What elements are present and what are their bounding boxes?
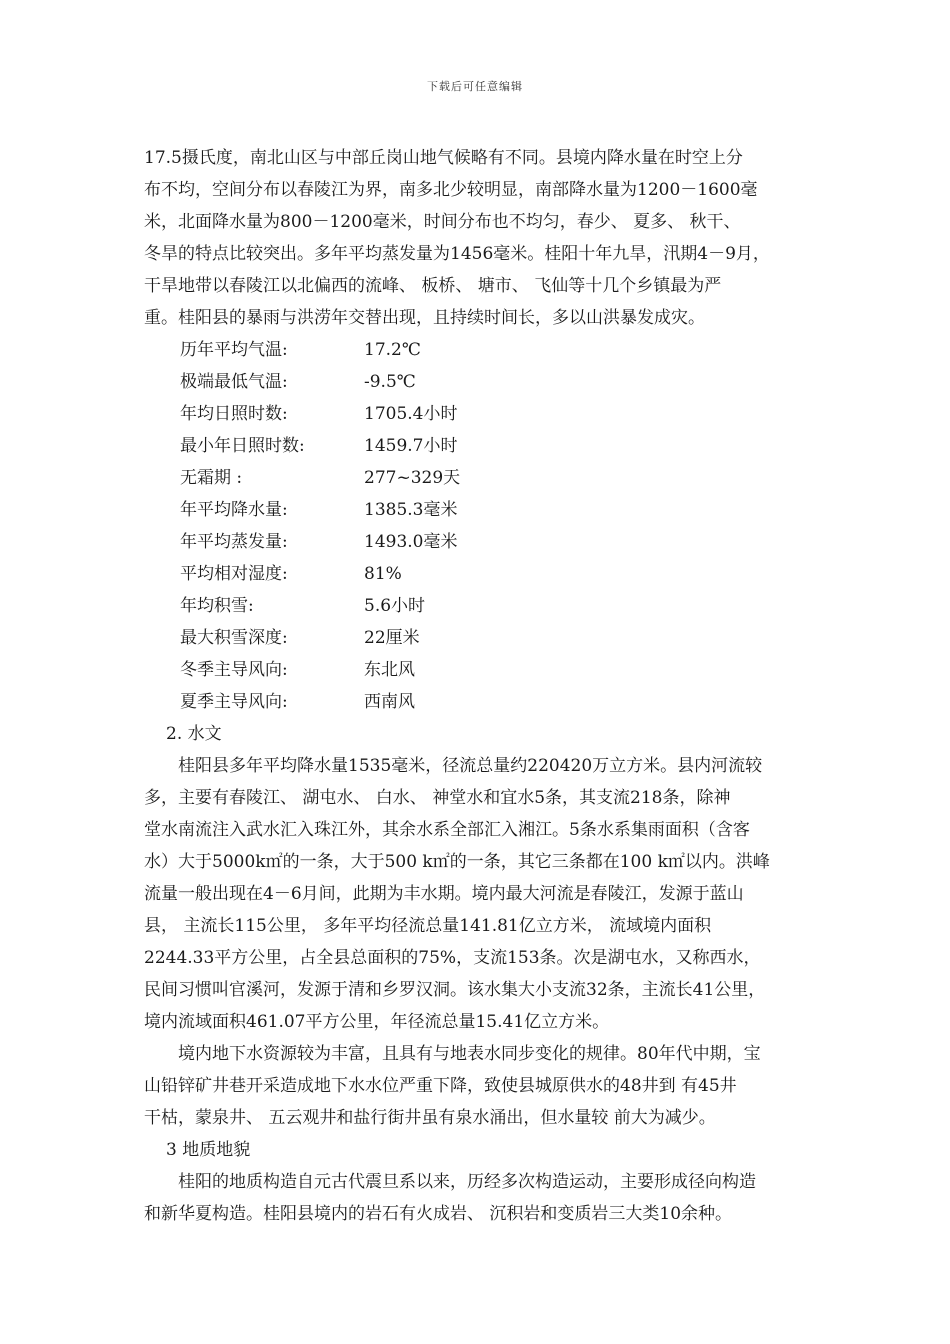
text-line: 多，主要有春陵江、 湖屯水、 白水、 神堂水和宜水5条，其支流218条，除神 — [144, 788, 731, 808]
text-line: 水）大于5000k㎡的一条，大于500 k㎡的一条，其它三条都在100 k㎡以内。洪峰 — [144, 852, 770, 872]
text-line: 桂阳县多年平均降水量1535毫米，径流总量约220420万立方米。县内河流较 — [178, 756, 763, 776]
text-line: 流量一般出现在4－6月间，此期为丰水期。境内最大河流是春陵江，发源于蓝山 — [144, 884, 744, 904]
param-value: 西南风 — [364, 692, 415, 712]
text-line: 民间习惯叫官溪河，发源于清和乡罗汉洞。该水集大小支流32条，主流长41公里， — [144, 980, 766, 1000]
text-line: 干旱地带以春陵江以北偏西的流峰、 板桥、 塘市、 飞仙等十几个乡镇最为严 — [144, 276, 722, 296]
climate-params-list — [144, 334, 836, 718]
param-label: 极端最低气温: — [180, 372, 288, 392]
param-value: -9.5℃ — [364, 372, 416, 392]
text-line: 米，北面降水量为800－1200毫米，时间分布也不均匀，春少、 夏多、 秋干、 — [144, 212, 741, 232]
param-label: 最小年日照时数: — [180, 436, 305, 456]
text-line: 重。桂阳县的暴雨与洪涝年交替出现，且持续时间长，多以山洪暴发成灾。 — [144, 308, 705, 328]
param-row — [144, 494, 836, 526]
document-body — [144, 142, 836, 1230]
param-row — [144, 430, 836, 462]
hydrology-paragraph-2 — [144, 1038, 836, 1134]
param-label: 历年平均气温: — [180, 340, 288, 360]
param-value: 22厘米 — [364, 628, 420, 648]
text-line: 境内地下水资源较为丰富，且具有与地表水同步变化的规律。80年代中期，宝 — [178, 1044, 761, 1064]
text-line: 冬旱的特点比较突出。多年平均蒸发量为1456毫米。桂阳十年九旱，汛期4－9月， — [144, 244, 770, 264]
param-row — [144, 334, 836, 366]
param-label: 年平均降水量: — [180, 500, 288, 520]
param-value: 东北风 — [364, 660, 415, 680]
text-line: 17.5摄氏度，南北山区与中部丘岗山地气候略有不同。县境内降水量在时空上分 — [144, 148, 743, 168]
section-heading-hydrology: 2. 水文 — [166, 724, 222, 744]
text-line: 境内流域面积461.07平方公里，年径流总量15.41亿立方米。 — [144, 1012, 610, 1032]
page-header: 下载后可任意编辑 — [427, 80, 523, 93]
text-line: 和新华夏构造。桂阳县境内的岩石有火成岩、 沉积岩和变质岩三大类10余种。 — [144, 1204, 733, 1224]
param-row — [144, 686, 836, 718]
param-label: 夏季主导风向: — [180, 692, 288, 712]
section-heading-geology: 3 地质地貌 — [166, 1140, 251, 1160]
param-value: 1493.0毫米 — [364, 532, 458, 552]
param-row — [144, 590, 836, 622]
param-row — [144, 622, 836, 654]
hydrology-paragraph-1 — [144, 750, 836, 1038]
param-row — [144, 462, 836, 494]
param-value: 1385.3毫米 — [364, 500, 458, 520]
param-row — [144, 398, 836, 430]
text-line: 县， 主流长115公里， 多年平均径流总量141.81亿立方米， 流域境内面积 — [144, 916, 712, 936]
param-value: 81% — [364, 564, 402, 584]
param-label: 年平均蒸发量: — [180, 532, 288, 552]
param-label: 最大积雪深度: — [180, 628, 288, 648]
param-row — [144, 558, 836, 590]
param-row — [144, 654, 836, 686]
param-value: 1705.4小时 — [364, 404, 458, 424]
text-line: 山铅锌矿井巷开采造成地下水水位严重下降，致使县城原供水的48井到 有45井 — [144, 1076, 737, 1096]
param-value: 5.6小时 — [364, 596, 426, 616]
param-label: 无霜期 : — [180, 468, 243, 488]
param-label: 年均日照时数: — [180, 404, 288, 424]
text-line: 桂阳的地质构造自元古代震旦系以来，历经多次构造运动，主要形成径向构造 — [178, 1172, 756, 1192]
text-line: 干枯，蒙泉井、 五云观井和盐行街井虽有泉水涌出，但水量较 前大为减少。 — [144, 1108, 716, 1128]
param-row — [144, 366, 836, 398]
param-value: 17.2℃ — [364, 340, 421, 360]
text-line: 堂水南流注入武水汇入珠江外，其余水系全部汇入湘江。5条水系集雨面积（含客 — [144, 820, 750, 840]
param-label: 平均相对湿度: — [180, 564, 288, 584]
param-value: 1459.7小时 — [364, 436, 458, 456]
param-label: 年均积雪: — [180, 596, 254, 616]
climate-paragraph — [144, 142, 836, 334]
text-line: 2244.33平方公里，占全县总面积的75%，支流153条。次是湖屯水，又称西水， — [144, 948, 761, 968]
param-label: 冬季主导风向: — [180, 660, 288, 680]
geology-paragraph-1 — [144, 1166, 836, 1230]
param-row — [144, 526, 836, 558]
param-value: 277~329天 — [364, 468, 461, 488]
text-line: 布不均，空间分布以春陵江为界，南多北少较明显，南部降水量为1200－1600毫 — [144, 180, 758, 200]
